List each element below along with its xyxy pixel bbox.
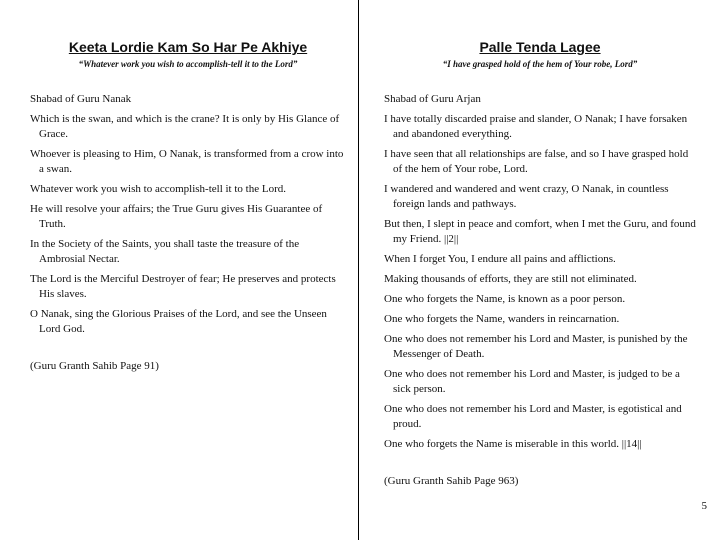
page-number: 5 [701, 500, 707, 512]
verse-line: Which is the swan, and which is the crane? It is only by His Glance of Grace. [30, 113, 340, 140]
verse-line: O Nanak, sing the Glorious Praises of the Lord, and see the Unseen Lord God. [30, 308, 327, 335]
verse-line: In the Society of the Saints, you shall taste the treasure of the Ambrosial Nectar. [30, 238, 300, 265]
verse-line: I wandered and wandered and went crazy, O Nanak, in countless foreign lands and pathways. [384, 183, 669, 210]
left-subtitle: “Whatever work you wish to accomplish-tell it to the Lord” [78, 59, 298, 69]
verse-line: He will resolve your affairs; the True Guru gives His Guarantee of Truth. [30, 203, 323, 230]
verse-line: Shabad of Guru Arjan [384, 93, 481, 105]
verse-line: When I forget You, I endure all pains and afflictions. [384, 253, 616, 265]
verse-line: One who does not remember his Lord and Master, is egotistical and proud. [384, 403, 682, 430]
verse-line: Shabad of Guru Nanak [30, 93, 132, 105]
right-subtitle: “I have grasped hold of the hem of Your robe, Lord” [442, 59, 638, 69]
left-source: (Guru Granth Sahib Page 91) [30, 360, 159, 372]
verse-line: One who does not remember his Lord and Master, is judged to be a sick person. [384, 368, 680, 395]
verse-line: One who forgets the Name is miserable in this world. ||14|| [384, 438, 642, 450]
page-divider [358, 0, 359, 540]
right-column [384, 38, 696, 488]
left-lines [30, 92, 346, 337]
verse-line: The Lord is the Merciful Destroyer of fear; He preserves and protects His slaves. [30, 273, 336, 300]
verse-line: One who forgets the Name, wanders in reincarnation. [384, 313, 620, 325]
verse-line: Whatever work you wish to accomplish-tell it to the Lord. [30, 183, 286, 195]
verse-line: But then, I slept in peace and comfort, when I met the Guru, and found my Friend. ||2|| [384, 218, 696, 245]
verse-line: Making thousands of efforts, they are still not eliminated. [384, 273, 637, 285]
right-source: (Guru Granth Sahib Page 963) [384, 475, 519, 487]
verse-line: I have totally discarded praise and slander, O Nanak; I have forsaken and abandoned everything. [384, 113, 688, 140]
verse-line: One who forgets the Name, is known as a poor person. [384, 293, 626, 305]
right-lines [384, 92, 696, 452]
right-title: Palle Tenda Lagee [479, 39, 601, 55]
left-column [30, 38, 346, 373]
verse-line: Whoever is pleasing to Him, O Nanak, is transformed from a crow into a swan. [30, 148, 344, 175]
verse-line: I have seen that all relationships are false, and so I have grasped hold of the hem of Your robe, Lord. [384, 148, 689, 175]
verse-line: One who does not remember his Lord and Master, is punished by the Messenger of Death. [384, 333, 688, 360]
left-title: Keeta Lordie Kam So Har Pe Akhiye [68, 39, 308, 55]
